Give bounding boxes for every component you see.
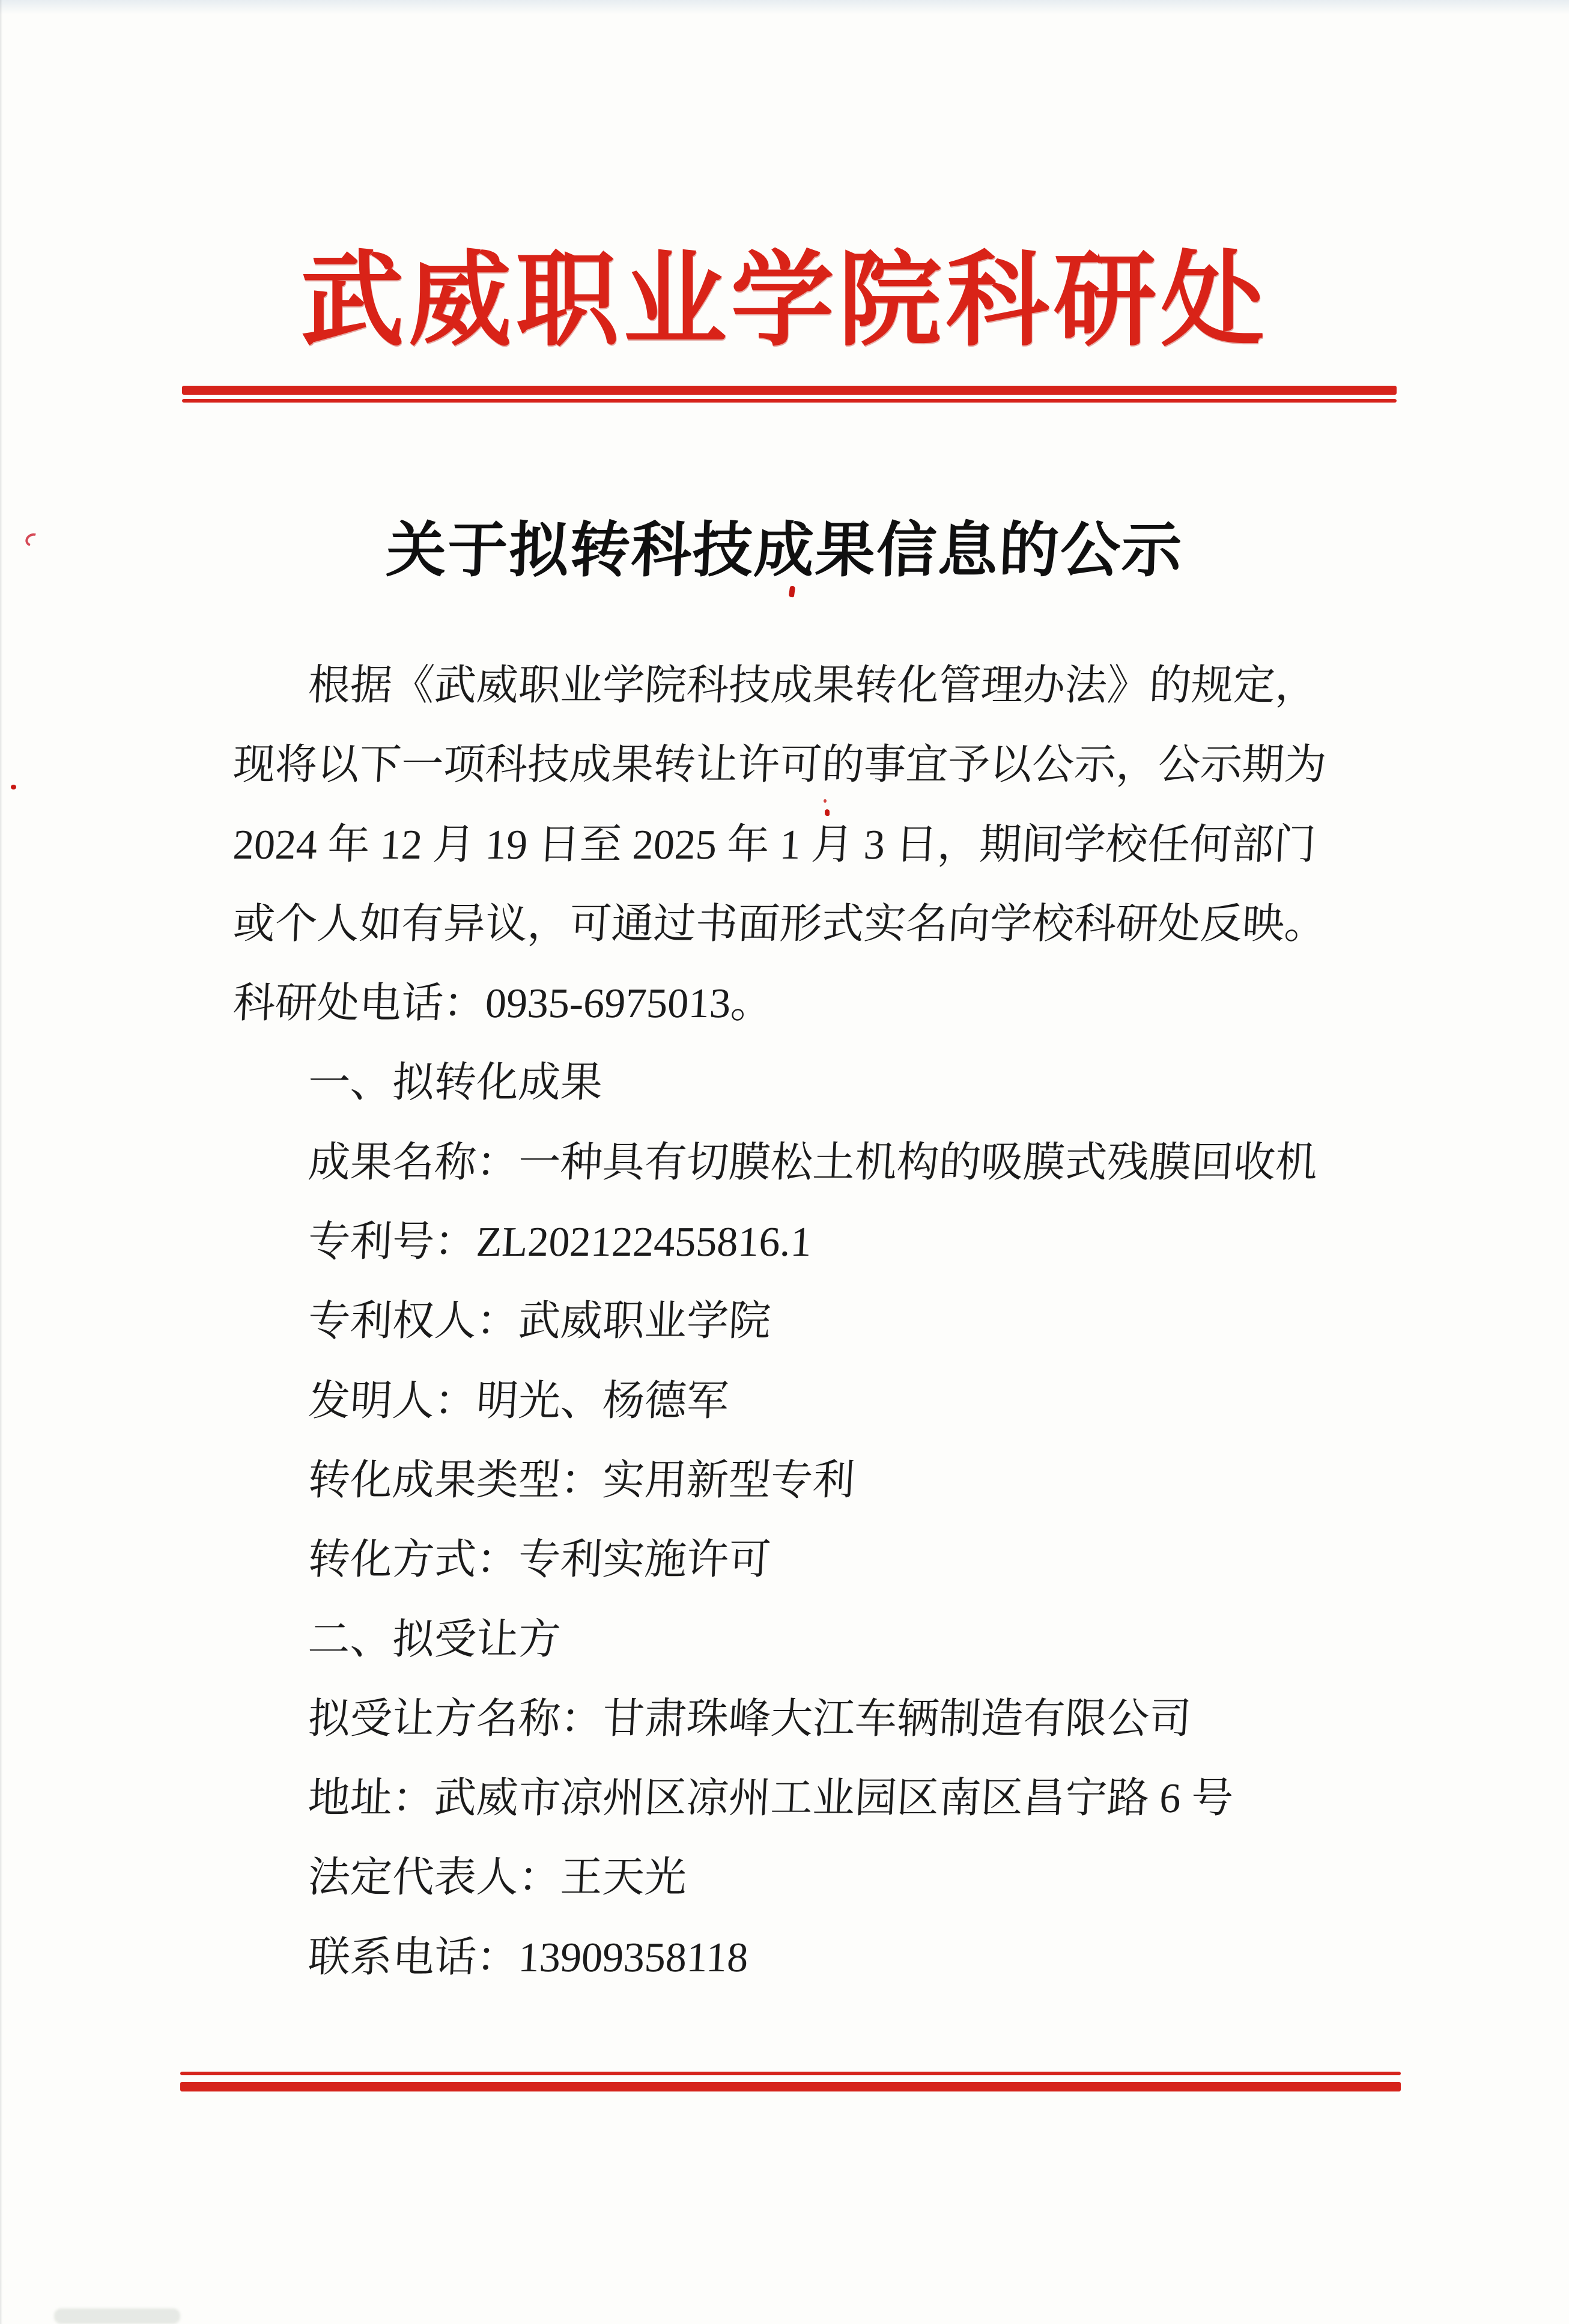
header-rule-thin [182,399,1397,403]
body-line-15: 地址：武威市凉州区凉州工业园区南区昌宁路 6 号 [307,1775,1235,1822]
scan-speck-paragraph-a [824,799,827,803]
header-title: 武威职业学院科研处 [300,245,1269,359]
body-line-17: 联系电话：13909358118 [307,1934,750,1981]
scan-speck-under-title [789,585,796,597]
body-line-11: 转化成果类型：实用新型专利 [307,1457,857,1504]
body-line-9: 专利权人：武威职业学院 [307,1298,772,1345]
body-line-3: 2024 年 12 月 19 日至 2025 年 1 月 3 日，期间学校任何部门 [232,821,1317,868]
body-line-1: 根据《武威职业学院科技成果转化管理办法》的规定， [307,663,1319,709]
scan-edge-artifact-top [0,0,1569,17]
body-line-14: 拟受让方名称：甘肃珠峰大江车辆制造有限公司 [307,1696,1193,1742]
body-line-16: 法定代表人：王天光 [307,1855,688,1902]
scan-smudge-bottom-left [54,2308,180,2324]
body-line-7: 成果名称：一种具有切膜松土机构的吸膜式残膜回收机 [307,1139,1319,1186]
scan-speck-left-margin [11,785,16,789]
document-title: 关于拟转科技成果信息的公示 [385,517,1184,584]
body-line-8: 专利号：ZL202122455816.1 [307,1219,813,1266]
body-line-12: 转化方式：专利实施许可 [307,1537,772,1584]
header-rule-thick [182,386,1397,395]
notice-body [233,646,1362,1998]
body-line-13: 二、拟受让方 [307,1616,562,1663]
footer-rule-thick [180,2082,1401,2091]
footer-rule-thin [180,2072,1401,2075]
body-line-5: 科研处电话：0935-6975013。 [232,981,774,1027]
body-line-4: 或个人如有异议，可通过书面形式实名向学校科研处反映。 [232,901,1328,948]
scan-speck-paragraph-b [825,809,830,816]
body-line-6: 一、拟转化成果 [307,1060,604,1107]
body-line-2: 现将以下一项科技成果转让许可的事宜予以公示，公示期为 [232,742,1328,789]
body-line-10: 发明人：明光、杨德军 [307,1378,730,1425]
